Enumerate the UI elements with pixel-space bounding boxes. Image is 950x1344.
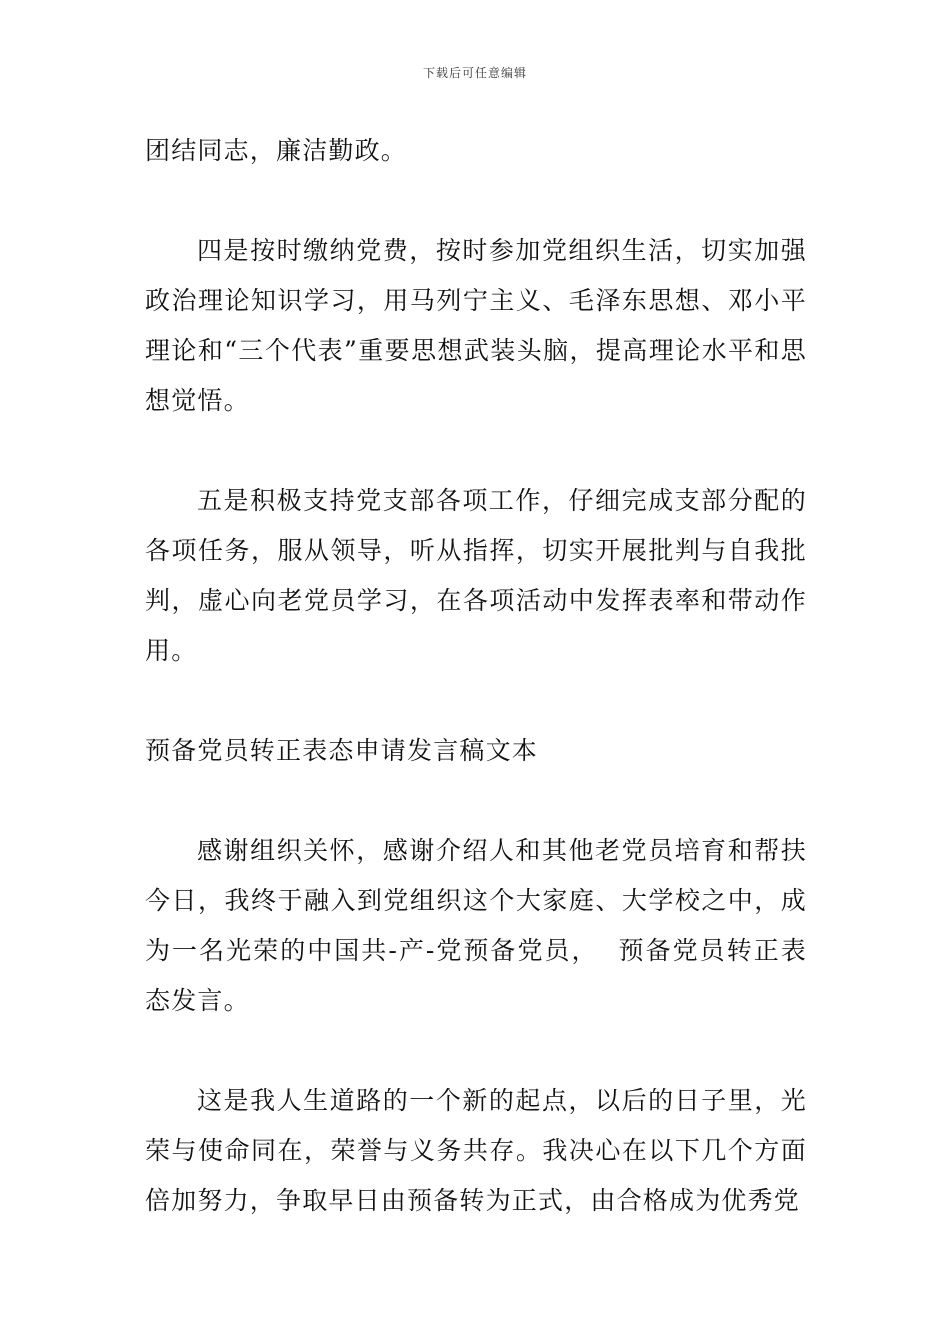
paragraph-thanks: 感谢组织关怀，感谢介绍人和其他老党员培育和帮扶今日，我终于融入到党组织这个大家庭、大学校之中，成为一名光荣的中国共-产-党预备党员， 预备党员转正表态发言。: [145, 836, 807, 1015]
page-header: 下载后可任意编辑: [422, 66, 527, 80]
section-heading: 预备党员转正表态申请发言稿文本: [145, 736, 539, 765]
paragraph-point-four: 四是按时缴纳党费，按时参加党组织生活，切实加强政治理论知识学习，用马列宁主义、毛泽东思想、邓小平理论和“三个代表”重要思想武装头脑，提高理论水平和思想觉悟。: [145, 236, 807, 415]
paragraph-continuation: 团结同志，廉洁勤政。: [145, 136, 408, 165]
document-body: [145, 126, 807, 1276]
paragraph-new-start: 这是我人生道路的一个新的起点，以后的日子里，光荣与使命同在，荣誉与义务共存。我决心在以下几个方面倍加努力，争取早日由预备转为正式，由合格成为优秀党: [145, 1086, 807, 1215]
paragraph-point-five: 五是积极支持党支部各项工作，仔细完成支部分配的各项任务，服从领导，听从指挥，切实开展批判与自我批判，虚心向老党员学习，在各项活动中发挥表率和带动作用。: [145, 486, 807, 665]
